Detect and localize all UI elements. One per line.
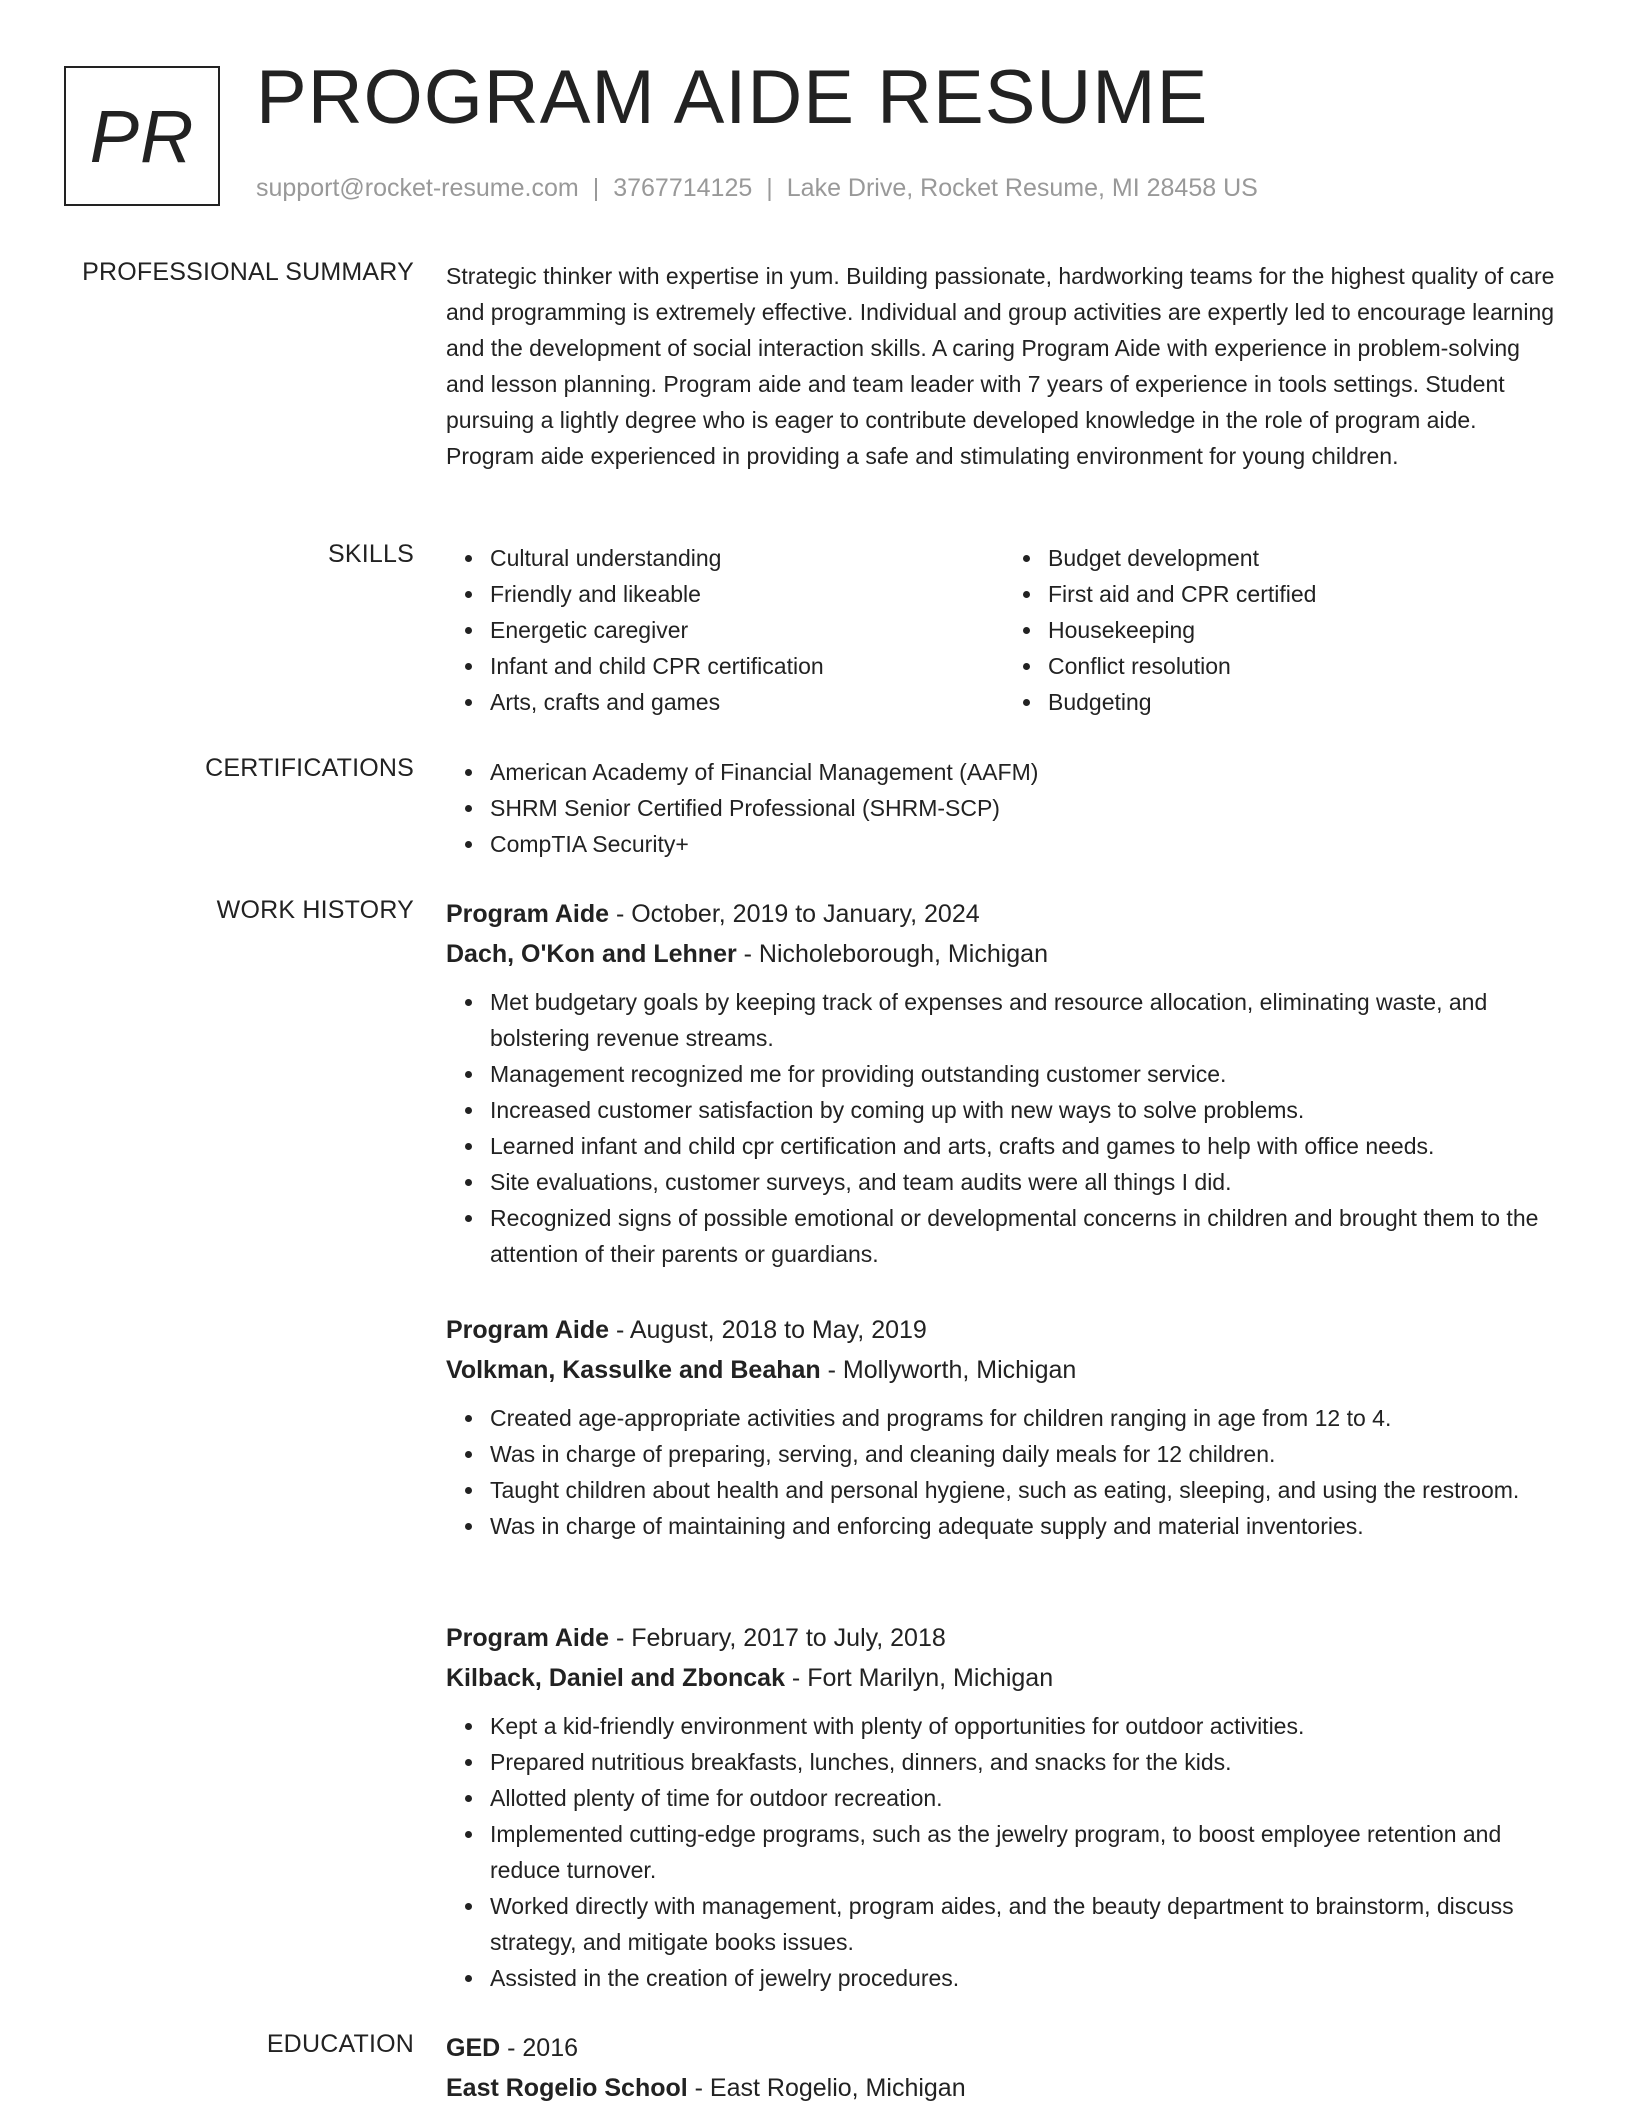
- job-duty: Worked directly with management, program aides, and the beauty department to brainstorm, discuss strategy, and mitigate books issues.: [490, 1888, 1562, 1960]
- job-location: - Nicholeborough, Michigan: [736, 940, 1048, 968]
- monogram-logo: PR: [64, 66, 220, 206]
- job-duty: Management recognized me for providing outstanding customer service.: [490, 1056, 1562, 1092]
- job-duty: Learned infant and child cpr certification and arts, crafts and games to help with office needs.: [490, 1128, 1562, 1164]
- summary-text: Strategic thinker with expertise in yum. Building passionate, hardworking teams for the highest quality of care and programming is extremely effective. Individual and group activities are expertly led to encourage learning and the development of social interaction skills. A caring Program Aide with experience in problem-solving and lesson planning. Program aide and team leader with 7 years of experience in tools settings. Student pursuing a lightly degree who is eager to contribute developed knowledge in the role of program aide. Program aide experienced in providing a safe and stimulating environment for young children.: [446, 263, 1555, 469]
- job-duty: Met budgetary goals by keeping track of expenses and resource allocation, eliminating waste, and bolstering revenue streams.: [490, 984, 1562, 1056]
- skills-column-left: [446, 540, 1004, 720]
- job-duties: [446, 1400, 1562, 1544]
- job-title-line: [446, 1310, 1562, 1350]
- job-duty: Recognized signs of possible emotional or developmental concerns in children and brought them to the attention of their parents or guardians.: [490, 1200, 1562, 1272]
- education-degree: GED: [446, 2034, 501, 2062]
- job-title-line: [446, 1618, 1562, 1658]
- job-location: - Mollyworth, Michigan: [820, 1356, 1077, 1384]
- certification-item: SHRM Senior Certified Professional (SHRM-SCP): [490, 790, 1562, 826]
- job-duty: Implemented cutting-edge programs, such as the jewelry program, to boost employee retention and reduce turnover.: [490, 1816, 1562, 1888]
- skill-item: Budget development: [1048, 540, 1562, 576]
- job-duty: Assisted in the creation of jewelry procedures.: [490, 1960, 1562, 1996]
- contact-address: Lake Drive, Rocket Resume, MI 28458 US: [786, 174, 1258, 202]
- job-dates: - October, 2019 to January, 2024: [609, 900, 980, 928]
- job-duty: Taught children about health and personal hygiene, such as eating, sleeping, and using the restroom.: [490, 1472, 1562, 1508]
- skills-heading: SKILLS: [328, 540, 414, 568]
- certification-item: CompTIA Security+: [490, 826, 1562, 862]
- work-history-heading: WORK HISTORY: [216, 896, 414, 924]
- job-title: Program Aide: [446, 1316, 610, 1344]
- skill-item: Budgeting: [1048, 684, 1562, 720]
- skill-item: First aid and CPR certified: [1048, 576, 1562, 612]
- job-entry: [446, 1618, 1562, 1996]
- job-title-line: [446, 894, 1562, 934]
- job-dates: - August, 2018 to May, 2019: [609, 1316, 927, 1344]
- contact-email: support@rocket-resume.com: [256, 174, 579, 202]
- job-company-line: [446, 934, 1562, 974]
- certifications-heading: CERTIFICATIONS: [205, 754, 414, 782]
- education-school: East Rogelio School: [446, 2074, 688, 2102]
- skills-column-right: [1004, 540, 1562, 720]
- skill-item: Energetic caregiver: [490, 612, 1004, 648]
- certification-item: American Academy of Financial Management (AAFM): [490, 754, 1562, 790]
- job-company: Dach, O'Kon and Lehner: [446, 940, 737, 968]
- education-entry: [446, 2028, 1562, 2108]
- job-duty: Prepared nutritious breakfasts, lunches, dinners, and snacks for the kids.: [490, 1744, 1562, 1780]
- job-duty: Allotted plenty of time for outdoor recreation.: [490, 1780, 1562, 1816]
- job-location: - Fort Marilyn, Michigan: [784, 1664, 1054, 1692]
- job-duty: Site evaluations, customer surveys, and team audits were all things I did.: [490, 1164, 1562, 1200]
- education-heading: EDUCATION: [266, 2030, 414, 2058]
- education-school-line: [446, 2068, 1562, 2108]
- skill-item: Cultural understanding: [490, 540, 1004, 576]
- skill-item: Conflict resolution: [1048, 648, 1562, 684]
- contact-line: [256, 174, 1258, 203]
- job-duty: Kept a kid-friendly environment with plenty of opportunities for outdoor activities.: [490, 1708, 1562, 1744]
- job-company-line: [446, 1658, 1562, 1698]
- summary-heading: PROFESSIONAL SUMMARY: [82, 258, 414, 286]
- job-title: Program Aide: [446, 1624, 610, 1652]
- skill-item: Friendly and likeable: [490, 576, 1004, 612]
- job-company: Kilback, Daniel and Zboncak: [446, 1664, 785, 1692]
- job-title: Program Aide: [446, 900, 610, 928]
- skill-item: Arts, crafts and games: [490, 684, 1004, 720]
- job-entry: [446, 894, 1562, 1272]
- job-duty: Was in charge of maintaining and enforcing adequate supply and material inventories.: [490, 1508, 1562, 1544]
- job-duties: [446, 1708, 1562, 1996]
- job-entry: [446, 1310, 1562, 1544]
- job-duty: Increased customer satisfaction by coming up with new ways to solve problems.: [490, 1092, 1562, 1128]
- page-title: PROGRAM AIDE RESUME: [256, 55, 1209, 140]
- education-year: - 2016: [500, 2034, 579, 2062]
- education-degree-line: [446, 2028, 1562, 2068]
- contact-separator: |: [592, 174, 600, 202]
- contact-separator: |: [766, 174, 773, 202]
- education-location: - East Rogelio, Michigan: [687, 2074, 966, 2102]
- job-duty: Was in charge of preparing, serving, and cleaning daily meals for 12 children.: [490, 1436, 1562, 1472]
- job-company-line: [446, 1350, 1562, 1390]
- skills-list: [446, 540, 1562, 720]
- certifications-list: [446, 754, 1562, 862]
- job-company: Volkman, Kassulke and Beahan: [446, 1356, 821, 1384]
- job-dates: - February, 2017 to July, 2018: [609, 1624, 946, 1652]
- job-duties: [446, 984, 1562, 1272]
- skill-item: Infant and child CPR certification: [490, 648, 1004, 684]
- contact-phone: 3767714125: [613, 174, 753, 202]
- skill-item: Housekeeping: [1048, 612, 1562, 648]
- job-duty: Created age-appropriate activities and programs for children ranging in age from 12 to 4.: [490, 1400, 1562, 1436]
